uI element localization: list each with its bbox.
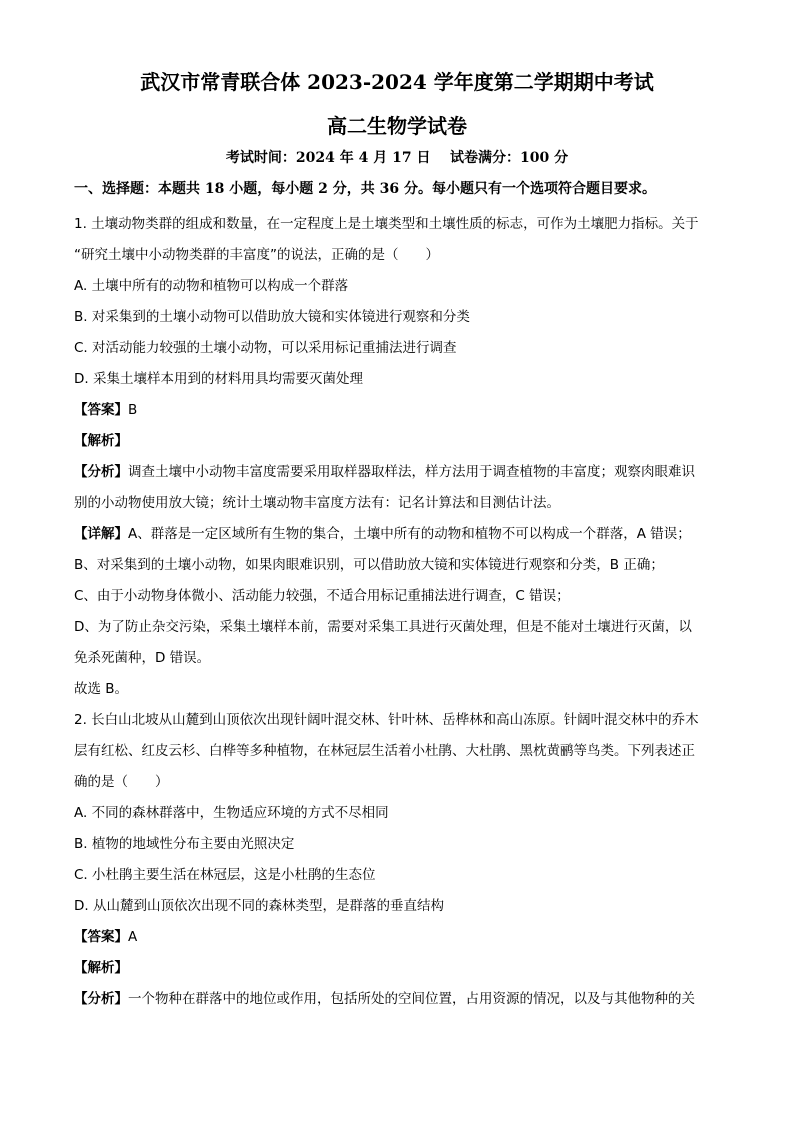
xiangjie-text: A、群落是一定区域所有生物的集合，土壤中所有的动物和植物不可以构成一个群落，A 错误； [128, 526, 691, 542]
fenxi-text: 一个物种在群落中的地位或作用，包括所处的空间位置，占用资源的情况，以及与其他物种的关 [128, 991, 695, 1007]
exam-info: 考试时间：2024 年 4 月 17 日 试卷满分：100 分 [225, 150, 569, 166]
q1-option-b: B. 对采集到的土壤小动物可以借助放大镜和实体镜进行观察和分类 [74, 309, 470, 325]
q1-xiangjie-line-5: 免杀死菌种，D 错误。 [74, 650, 211, 666]
q1-xiangjie-line-4: D、为了防止杂交污染，采集土壤样本前，需要对采集工具进行灭菌处理，但是不能对土壤进行灭菌，以 [74, 619, 692, 635]
q2-stem-line-3: 确的是（ ） [74, 774, 169, 790]
answer-tag: 【答案】 [74, 929, 128, 945]
q1-option-a: A. 土壤中所有的动物和植物可以构成一个群落 [74, 278, 349, 294]
q2-option-b: B. 植物的地域性分布主要由光照决定 [74, 836, 295, 852]
q1-option-d: D. 采集土壤样本用到的材料用具均需要灭菌处理 [74, 371, 363, 387]
exam-subtitle: 高二生物学试卷 [327, 114, 467, 138]
q2-stem-line-1: 2. 长白山北坡从山麓到山顶依次出现针阔叶混交林、针叶林、岳桦林和高山冻原。针阔叶混交林中的乔木 [74, 712, 699, 728]
fenxi-tag: 【分析】 [74, 991, 128, 1007]
q2-answer [74, 922, 724, 953]
analysis-tag: 【解析】 [74, 960, 128, 976]
fenxi-text: 调查土壤中小动物丰富度需要采用取样器取样法，样方法用于调查植物的丰富度；观察肉眼难识 [128, 464, 695, 480]
q1-xiangjie-line-3: C、由于小动物身体微小、活动能力较强，不适合用标记重捕法进行调查，C 错误； [74, 588, 570, 604]
fenxi-tag: 【分析】 [74, 464, 128, 480]
q1-fenxi-line-1 [74, 457, 724, 488]
question-body [74, 209, 724, 1015]
q2-analysis-tag [74, 953, 724, 984]
xiangjie-tag: 【详解】 [74, 526, 128, 542]
q1-xiangjie-line-2: B、对采集到的土壤小动物，如果肉眼难识别，可以借助放大镜和实体镜进行观察和分类，B 正确； [74, 557, 664, 573]
q1-xiangjie-line-1 [74, 519, 724, 550]
q1-analysis-tag [74, 426, 724, 457]
analysis-tag: 【解析】 [74, 433, 128, 449]
q2-fenxi-line-1 [74, 984, 724, 1015]
section-heading: 一、选择题：本题共 18 小题，每小题 2 分，共 36 分。每小题只有一个选项符合题目要求。 [74, 181, 656, 197]
q1-conclusion: 故选 B。 [74, 681, 129, 697]
q1-stem-line-2: “研究土壤中小动物类群的丰富度”的说法，正确的是（ ） [74, 247, 439, 263]
q2-option-a: A. 不同的森林群落中，生物适应环境的方式不尽相同 [74, 805, 389, 821]
answer-value: A [128, 929, 138, 945]
q1-answer [74, 395, 724, 426]
q1-option-c: C. 对活动能力较强的土壤小动物，可以采用标记重捕法进行调查 [74, 340, 457, 356]
answer-tag: 【答案】 [74, 402, 128, 418]
q1-fenxi-line-2: 别的小动物使用放大镜；统计土壤动物丰富度方法有：记名计算法和目测估计法。 [74, 495, 560, 511]
exam-title: 武汉市常青联合体 2023-2024 学年度第二学期期中考试 [140, 70, 654, 94]
answer-value: B [128, 402, 138, 418]
q1-stem-line-1: 1. 土壤动物类群的组成和数量，在一定程度上是土壤类型和土壤性质的标志，可作为土壤肥力指标。关于 [74, 216, 699, 232]
q2-stem-line-2: 层有红松、红皮云杉、白桦等多种植物，在林冠层生活着小杜鹃、大杜鹃、黑枕黄鹂等鸟类。下列表述正 [74, 743, 695, 759]
q2-option-c: C. 小杜鹃主要生活在林冠层，这是小杜鹃的生态位 [74, 867, 376, 883]
q2-option-d: D. 从山麓到山顶依次出现不同的森林类型，是群落的垂直结构 [74, 898, 444, 914]
